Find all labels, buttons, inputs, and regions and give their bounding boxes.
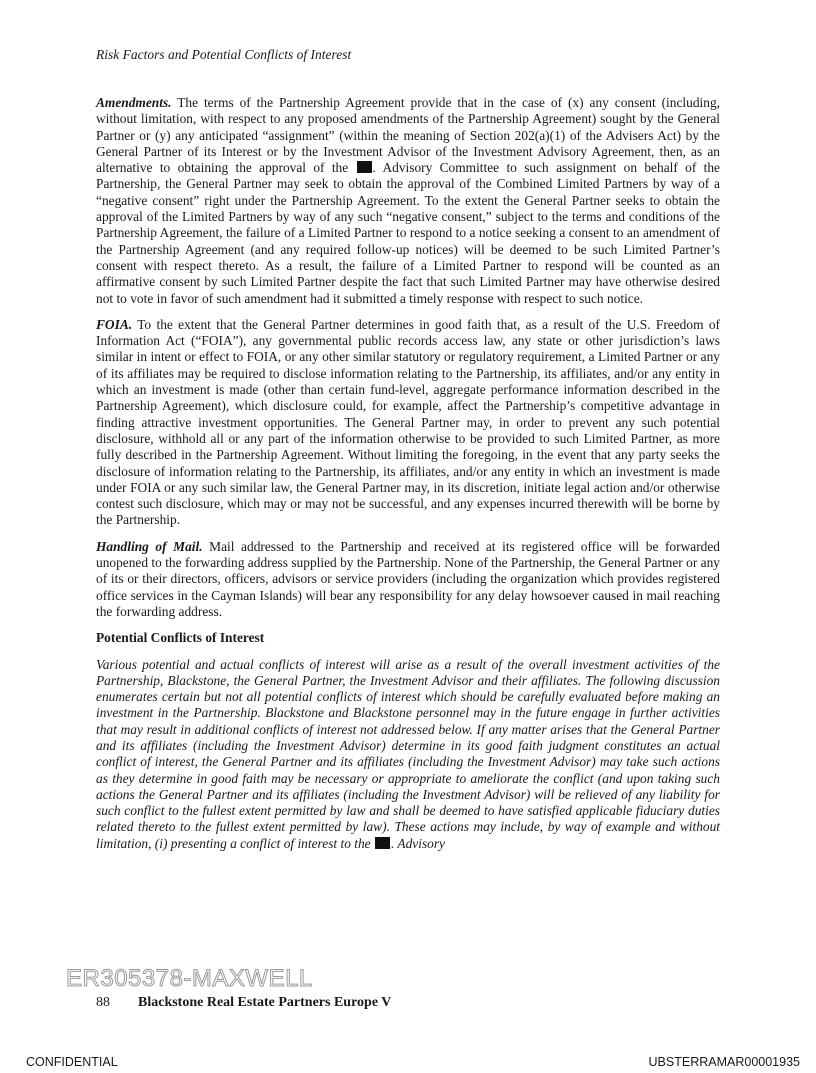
exhibit-watermark: ER305378-MAXWELL: [66, 965, 313, 992]
confidential-stamp: CONFIDENTIAL: [26, 1055, 118, 1069]
conflicts-text-2: . Advisory: [390, 835, 446, 851]
mail-heading: Handling of Mail.: [96, 538, 203, 554]
footer-document-title: Blackstone Real Estate Partners Europe V: [138, 995, 392, 1010]
conflicts-section-heading: Potential Conflicts of Interest: [96, 630, 265, 646]
amendments-heading: Amendments.: [96, 95, 172, 110]
page-number: 88: [96, 995, 110, 1010]
foia-heading: FOIA.: [96, 316, 133, 332]
running-header: Risk Factors and Potential Conflicts of Interest: [96, 47, 352, 62]
bates-number: UBSTERRAMAR00001935: [648, 1055, 800, 1069]
conflicts-paragraph: [96, 657, 720, 853]
foia-paragraph: [96, 317, 720, 529]
redaction-box: [375, 837, 390, 849]
mail-text: Mail addressed to the Partnership and received at its registered office will be forwarded unopened to the forwarding address supplied by the Partnership. None of the Partnership, the General Partner or any of its or their directors, officers, advisors or service providers (including the organization which provides registered office services in the Cayman Islands) will bear any responsibility for any delay howsoever caused in mail reaching the forwarding address.: [96, 538, 720, 619]
redaction-box: [357, 161, 372, 173]
mail-paragraph: [96, 539, 720, 620]
amendments-text-2: . Advisory Committee to such assignment on behalf of the Partnership, the General Partner may seek to obtain the approval of the Combined Limited Partners by way of a “negative consent” right under the Partnership Agreement. To the extent the General Partner seeks to obtain the approval of the Limited Partners by way of any such “negative consent,” subject to the terms and conditions of the Partnership Agreement, the failure of a Limited Partner to respond to a notice seeking a consent to an amendment of the Partnership Agreement (and any required follow-up notices) will be deemed to be such Limited Partner’s consent with respect thereto. As a result, the failure of a Limited Partner to respond will be counted as an affirmative consent by such Limited Partner despite the fact that such Limited Partner may have otherwise desired not to vote in favor of such amendment had it submitted a timely response with respect to such notice.: [96, 160, 720, 306]
amendments-text-1: The terms of the Partnership Agreement provide that in the case of (x) any consent (including, without limitation, with respect to any proposed amendments of the Partnership Agreement) sought by the General Partner or (y) any anticipated “assignment” (within the meaning of Section 202(a)(1) of the Advisers Act) by the General Partner of its Interest or by the Investment Advisor of the Investment Advisory Agreement, then, as an alternative to obtaining the approval of the: [96, 95, 720, 176]
page-footer: [96, 995, 391, 1011]
amendments-paragraph: [96, 95, 720, 307]
conflicts-text-1: Various potential and actual conflicts of interest will arise as a result of the overall investment activities of the Partnership, Blackstone, the General Partner, the Investment Advisor and their affiliates. The following discussion enumerates certain but not all potential conflicts of interest which should be carefully evaluated before making an investment in the Partnership. Blackstone and Blackstone personnel may in the future engage in further activities that may result in additional conflicts of interest not addressed below. If any matter arises that the General Partner and its affiliates (including the Investment Advisor) determine in its good faith judgment constitutes an actual conflict of interest, the General Partner and its affiliates (including the Investment Advisor) may take such actions as they determine in good faith may be necessary or appropriate to ameliorate the conflict (and upon taking such actions the General Partner and its affiliates (including the Investment Advisor) will be relieved of any liability for such conflict to the fullest extent permitted by law and shall be deemed to have satisfied applicable fiduciary duties related thereto to the fullest extent permitted by law). These actions may include, by way of example and without limitation, (i) presenting a conflict of interest to the: [96, 656, 720, 851]
foia-text: To the extent that the General Partner determines in good faith that, as a result of the U.S. Freedom of Information Act (“FOIA”), any governmental public records access law, any state or other jurisdiction’s laws similar in intent or effect to FOIA, or any other similar statutory or regulatory requirement, a Limited Partner or any of its affiliates may be required to disclose information relating to the Partnership, its affiliates, and/or any entity in which an investment is made (other than certain fund-level, aggregate performance information described in the Partnership Agreement), which disclosure could, for example, affect the Partnership’s competitive advantage in finding attractive investment opportunities. The General Partner may, in order to prevent any such potential disclosure, withhold all or any part of the information otherwise to be provided to such Limited Partner, as more fully described in the Partnership Agreement. Without limiting the foregoing, in the event that any party seeks the disclosure of information relating to the Partnership, its affiliates, and/or any entity in which an investment is made under FOIA or any such similar law, the General Partner may, in its discretion, initiate legal action and/or otherwise contest such disclosure, which may or may not be successful, and any expenses incurred therewith will be borne by the Partnership.: [96, 316, 720, 528]
document-body: [96, 95, 720, 862]
